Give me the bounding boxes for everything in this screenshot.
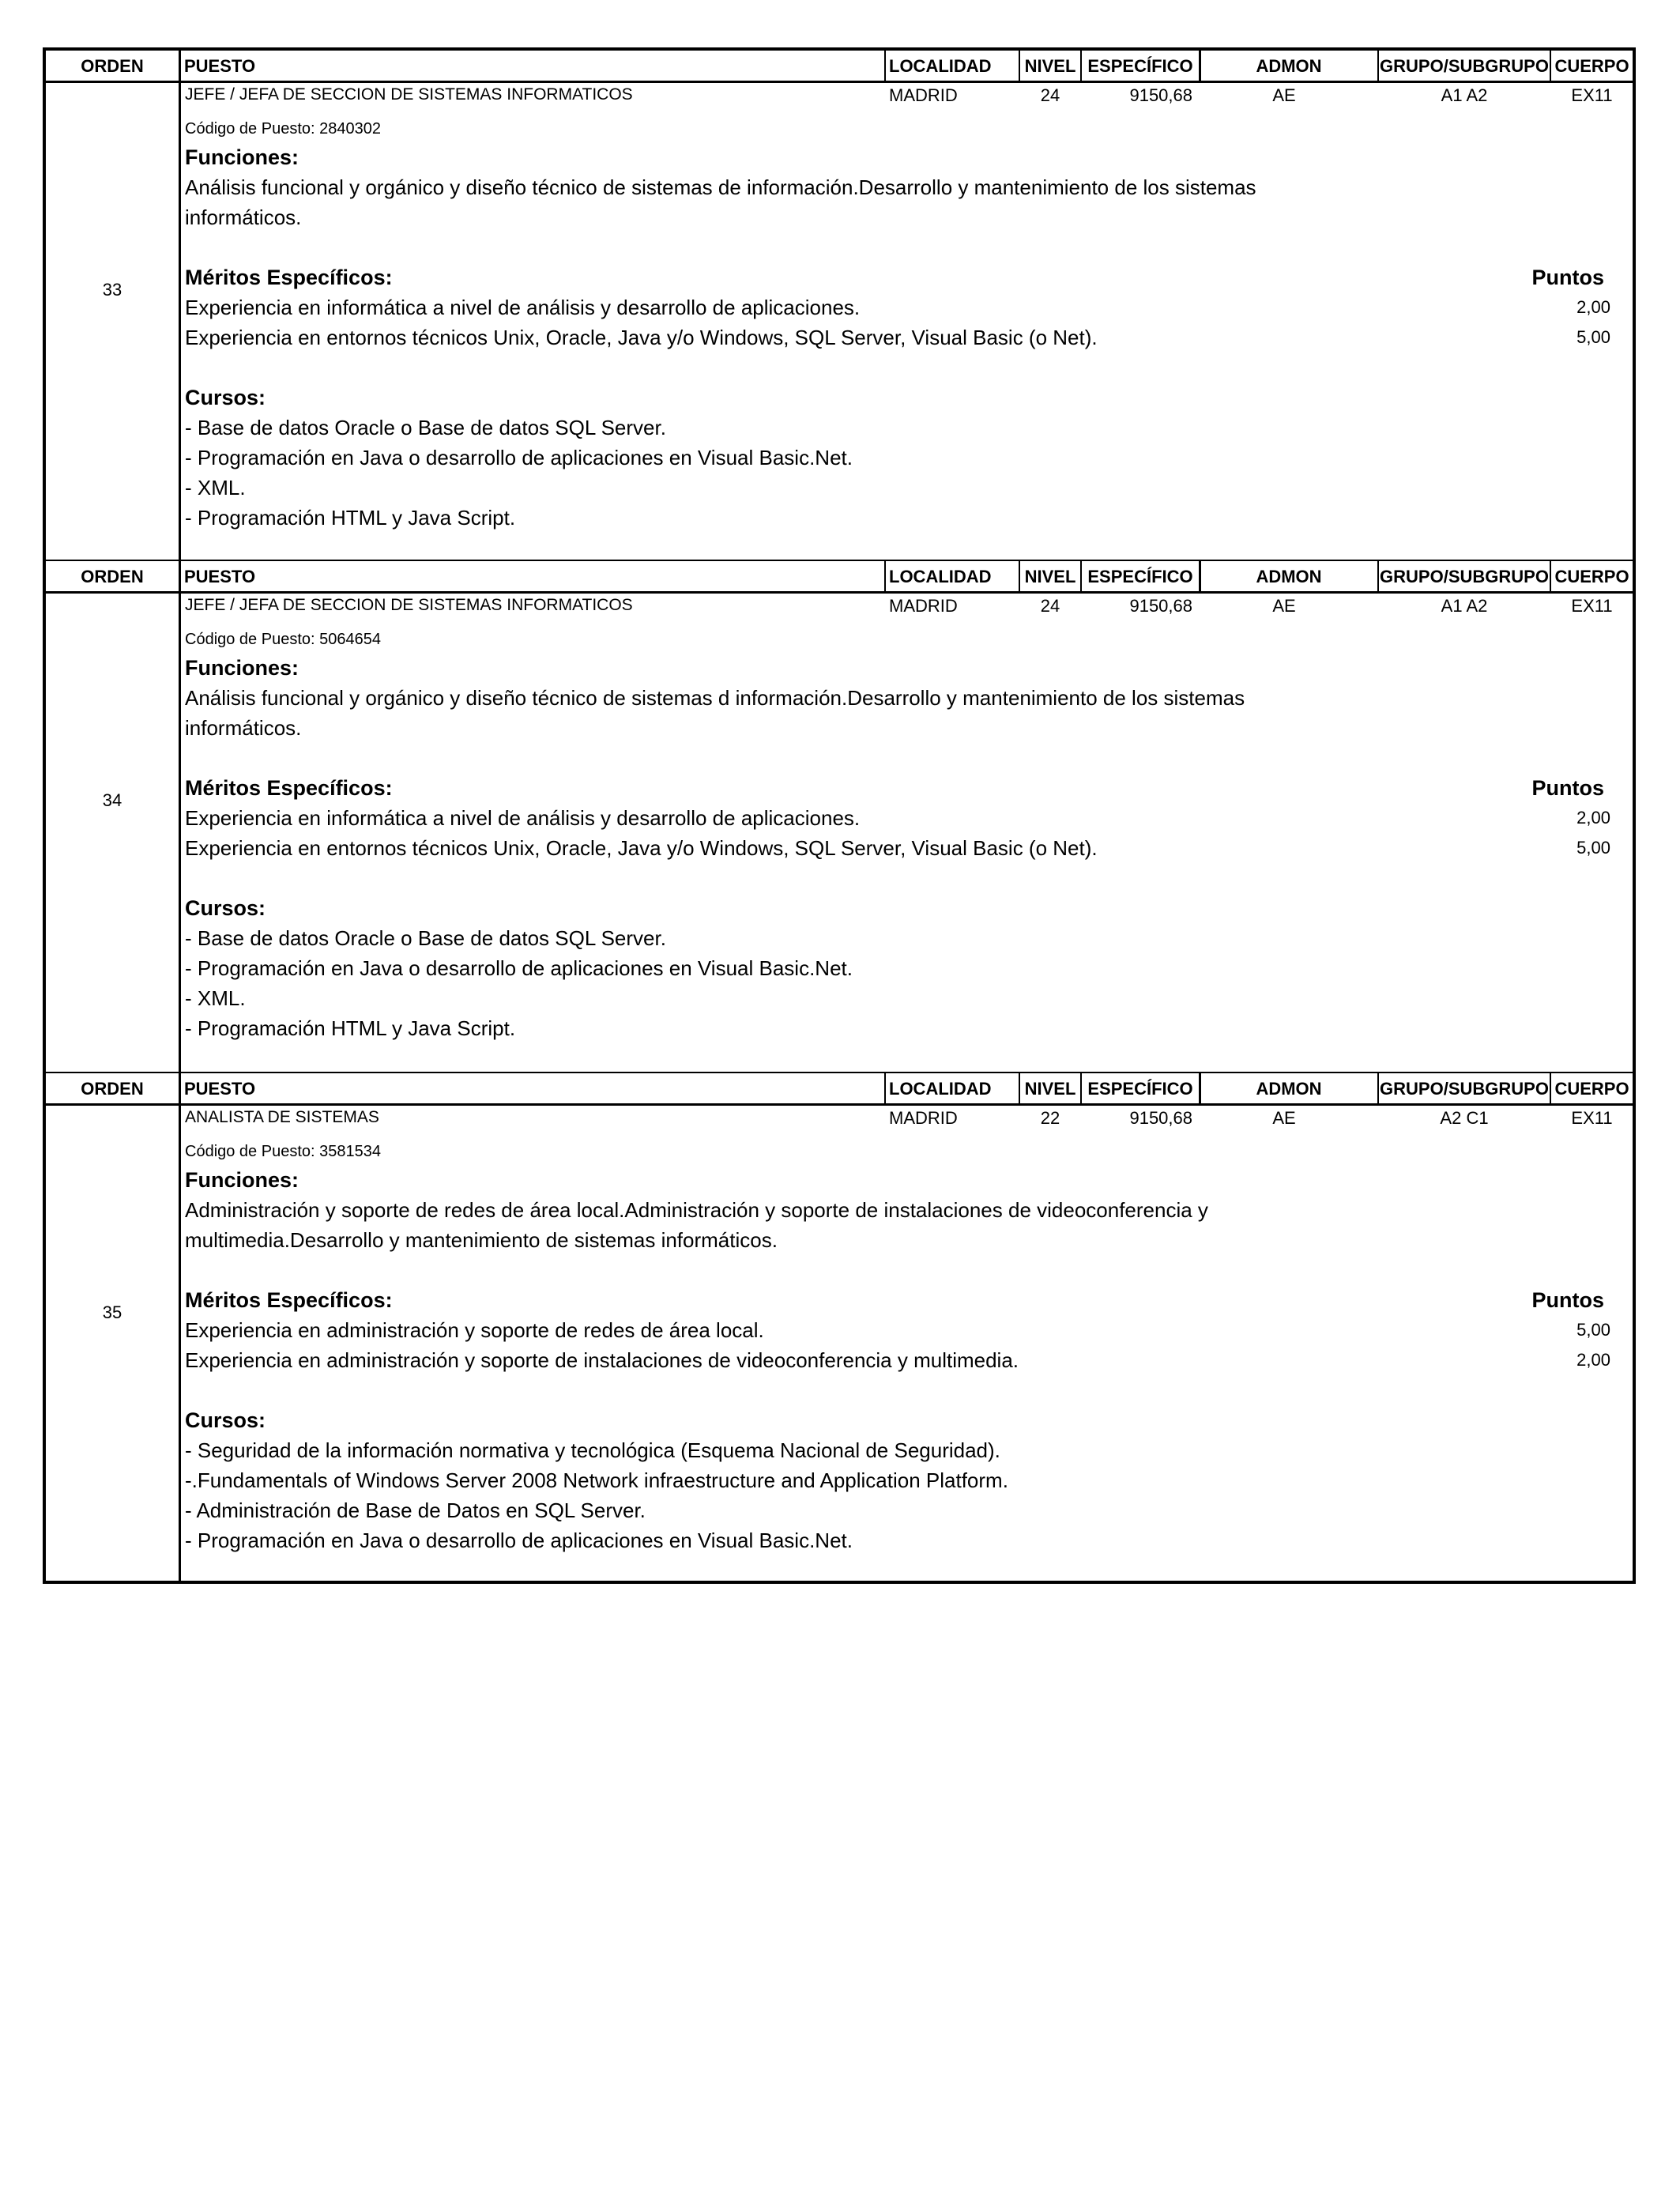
column-divider [1080,51,1082,81]
column-divider [1199,1073,1201,1103]
column-divider [1377,561,1379,591]
header-cuerpo: CUERPO [1554,567,1629,586]
column-divider [1019,51,1020,81]
puesto-title: JEFE / JEFA DE SECCION DE SISTEMAS INFORMATICOS [185,85,633,104]
column-divider [1080,1073,1082,1103]
funciones-heading: Funciones: [185,1168,299,1192]
merito-puntos: 5,00 [1576,1320,1610,1340]
orden-number: 34 [102,790,122,810]
puntos-heading: Puntos [1531,1288,1604,1312]
column-divider [179,51,181,81]
column-divider [1550,51,1551,81]
puntos-heading: Puntos [1531,776,1604,800]
curso-item: - Seguridad de la información normativa y tecnológica (Esquema Nacional de Seguridad). [185,1438,1000,1462]
merito-puntos: 2,00 [1576,808,1610,827]
job-entry [43,560,1636,1072]
column-divider [1377,1073,1379,1103]
column-divider [884,561,886,591]
table-header-row [46,561,1633,594]
column-divider [179,81,181,560]
column-divider [179,1073,181,1103]
header-admon: ADMON [1256,1079,1322,1099]
funciones-heading: Funciones: [185,145,299,169]
codigo-puesto: Código de Puesto: 2840302 [185,120,381,138]
column-divider [1019,1073,1020,1103]
header-grupo: GRUPO/SUBGRUPO [1380,1079,1549,1099]
funciones-line: informáticos. [185,716,302,740]
column-divider [179,561,181,591]
nivel-value: 24 [1040,596,1060,616]
column-divider [884,1073,886,1103]
table-header-row [46,51,1633,83]
localidad-value: MADRID [889,596,958,616]
orden-number: 35 [102,1302,122,1322]
header-especifico: ESPECÍFICO [1087,567,1193,586]
funciones-line: multimedia.Desarrollo y mantenimiento de sistemas informáticos. [185,1228,778,1252]
curso-item: - Base de datos Oracle o Base de datos SQL Server. [185,416,666,439]
funciones-heading: Funciones: [185,656,299,680]
curso-item: - Administración de Base de Datos en SQL Server. [185,1498,646,1522]
curso-item: - Programación HTML y Java Script. [185,506,516,530]
meritos-heading: Méritos Específicos: [185,1288,393,1312]
header-nivel: NIVEL [1024,1079,1076,1099]
meritos-heading: Méritos Específicos: [185,266,393,289]
cuerpo-value: EX11 [1571,596,1613,616]
funciones-line: informáticos. [185,205,302,229]
nivel-value: 24 [1040,85,1060,105]
curso-item: - Base de datos Oracle o Base de datos SQL Server. [185,926,666,950]
funciones-line: Administración y soporte de redes de área local.Administración y soporte de instalaciones de videoconferencia y [185,1198,1208,1222]
header-orden: ORDEN [81,1079,144,1099]
header-localidad: LOCALIDAD [889,567,992,586]
header-localidad: LOCALIDAD [889,56,992,76]
header-puesto: PUESTO [184,1079,256,1099]
header-especifico: ESPECÍFICO [1087,1079,1193,1099]
column-divider [179,591,181,1072]
header-localidad: LOCALIDAD [889,1079,992,1099]
column-divider [1199,561,1201,591]
merito-puntos: 2,00 [1576,1350,1610,1370]
header-grupo: GRUPO/SUBGRUPO [1380,567,1549,586]
header-admon: ADMON [1256,56,1322,76]
column-divider [884,51,886,81]
puntos-heading: Puntos [1531,266,1604,289]
cursos-heading: Cursos: [185,386,266,409]
header-nivel: NIVEL [1024,56,1076,76]
merito-puntos: 5,00 [1576,327,1610,347]
header-puesto: PUESTO [184,56,256,76]
merito-puntos: 2,00 [1576,297,1610,317]
header-especifico: ESPECÍFICO [1087,56,1193,76]
admon-value: AE [1272,596,1296,616]
merito-line: Experiencia en entornos técnicos Unix, Oracle, Java y/o Windows, SQL Server, Visual Basic (o Net). [185,326,1098,349]
curso-item: - Programación en Java o desarrollo de aplicaciones en Visual Basic.Net. [185,956,853,980]
header-orden: ORDEN [81,567,144,586]
merito-puntos: 5,00 [1576,838,1610,858]
grupo-value: A1 A2 [1441,85,1488,105]
localidad-value: MADRID [889,1108,958,1128]
column-divider [1080,561,1082,591]
especifico-value: 9150,68 [1129,596,1192,616]
curso-item: -.Fundamentals of Windows Server 2008 Network infraestructure and Application Platform. [185,1468,1008,1492]
puesto-title: JEFE / JEFA DE SECCION DE SISTEMAS INFORMATICOS [185,596,633,614]
table-header-row [46,1073,1633,1106]
curso-item: - Programación en Java o desarrollo de aplicaciones en Visual Basic.Net. [185,1529,853,1552]
header-orden: ORDEN [81,56,144,76]
merito-line: Experiencia en informática a nivel de análisis y desarrollo de aplicaciones. [185,806,861,830]
job-entry [43,47,1636,560]
header-nivel: NIVEL [1024,567,1076,586]
header-cuerpo: CUERPO [1554,56,1629,76]
codigo-puesto: Código de Puesto: 3581534 [185,1143,381,1160]
cuerpo-value: EX11 [1571,85,1613,105]
admon-value: AE [1272,1108,1296,1128]
job-entry [43,1072,1636,1584]
curso-item: - XML. [185,986,246,1010]
curso-item: - XML. [185,476,246,499]
grupo-value: A1 A2 [1441,596,1488,616]
header-cuerpo: CUERPO [1554,1079,1629,1099]
nivel-value: 22 [1040,1108,1060,1128]
orden-number: 33 [102,280,122,300]
column-divider [1019,561,1020,591]
column-divider [1199,51,1201,81]
header-admon: ADMON [1256,567,1322,586]
grupo-value: A2 C1 [1440,1108,1489,1128]
puesto-title: ANALISTA DE SISTEMAS [185,1108,379,1126]
admon-value: AE [1272,85,1296,105]
cuerpo-value: EX11 [1571,1108,1613,1128]
header-grupo: GRUPO/SUBGRUPO [1380,56,1549,76]
merito-line: Experiencia en administración y soporte de instalaciones de videoconferencia y multimedia. [185,1348,1019,1372]
funciones-line: Análisis funcional y orgánico y diseño técnico de sistemas de información.Desarrollo y mantenimiento de los sistemas [185,175,1256,199]
column-divider [1550,561,1551,591]
curso-item: - Programación HTML y Java Script. [185,1016,516,1040]
merito-line: Experiencia en administración y soporte de redes de área local. [185,1318,764,1342]
especifico-value: 9150,68 [1129,1108,1192,1128]
job-listing-document [43,47,1636,1584]
merito-line: Experiencia en informática a nivel de análisis y desarrollo de aplicaciones. [185,296,861,319]
localidad-value: MADRID [889,85,958,105]
meritos-heading: Méritos Específicos: [185,776,393,800]
column-divider [179,1103,181,1581]
cursos-heading: Cursos: [185,1408,266,1432]
curso-item: - Programación en Java o desarrollo de aplicaciones en Visual Basic.Net. [185,446,853,469]
header-puesto: PUESTO [184,567,256,586]
column-divider [1377,51,1379,81]
funciones-line: Análisis funcional y orgánico y diseño técnico de sistemas d información.Desarrollo y mantenimiento de los sistemas [185,686,1245,710]
especifico-value: 9150,68 [1129,85,1192,105]
cursos-heading: Cursos: [185,896,266,920]
column-divider [1550,1073,1551,1103]
codigo-puesto: Código de Puesto: 5064654 [185,631,381,648]
merito-line: Experiencia en entornos técnicos Unix, Oracle, Java y/o Windows, SQL Server, Visual Basic (o Net). [185,836,1098,860]
